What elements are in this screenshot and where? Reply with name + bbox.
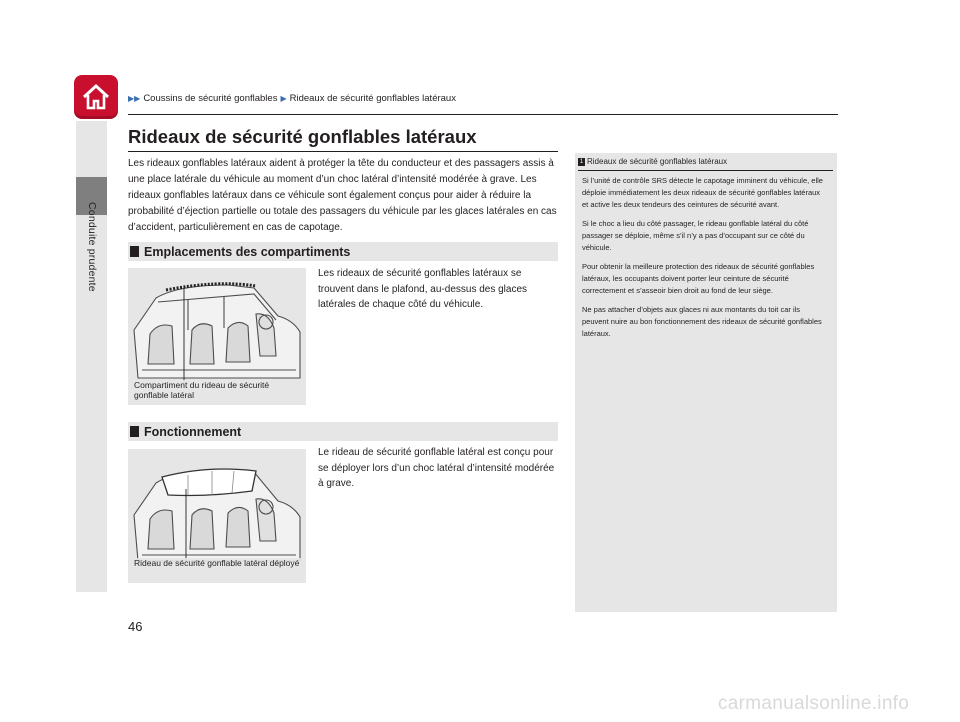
home-icon bbox=[81, 82, 111, 112]
breadcrumb-arrow-icon: ▶▶ bbox=[128, 94, 141, 103]
side-note-divider bbox=[578, 170, 833, 171]
figure-airbag-compartment bbox=[128, 268, 306, 405]
page-title: Rideaux de sécurité gonflables latéraux bbox=[128, 126, 477, 147]
note-number-badge: 1 bbox=[579, 158, 584, 165]
section-marker-icon bbox=[130, 426, 139, 437]
breadcrumb bbox=[128, 93, 456, 104]
side-note-body bbox=[582, 175, 828, 347]
sidebar-section-label: Conduite prudente bbox=[86, 202, 98, 292]
side-note-title-text: Rideaux de sécurité gonflables latéraux bbox=[587, 157, 728, 166]
header-divider bbox=[128, 114, 838, 115]
breadcrumb-arrow-icon: ▶ bbox=[280, 94, 287, 103]
side-note-paragraph: Pour obtenir la meilleure protection des rideaux de sécurité gonflables latéraux, les occupants doivent porter leur ceinture de sécurité correctement et s’asseoir bien droit au fond de leur siège. bbox=[582, 262, 815, 295]
section-heading-text: Emplacements des compartiments bbox=[144, 244, 351, 259]
section-heading-operation bbox=[128, 422, 558, 441]
sidebar-tab-strip bbox=[76, 121, 107, 592]
page-number: 46 bbox=[128, 619, 143, 634]
figure-label-compartment: Compartiment du rideau de sécurité gonflable latéral bbox=[132, 380, 306, 400]
side-note-paragraph: Si le choc a lieu du côté passager, le rideau gonflable latéral du côté passager se déploie, même s’il n’y a pas d’occupant sur ce côté du véhicule. bbox=[582, 219, 809, 252]
title-divider bbox=[128, 151, 558, 152]
breadcrumb-current: Rideaux de sécurité gonflables latéraux bbox=[289, 93, 456, 104]
section-marker-icon bbox=[130, 246, 139, 257]
watermark: carmanualsonline.info bbox=[718, 693, 910, 714]
home-button[interactable] bbox=[74, 75, 118, 119]
intro-paragraph: Les rideaux gonflables latéraux aident à protéger la tête du conducteur et des passagers assis à une place latérale du véhicule au moment d’un choc latéral d’intensité modérée à grave. Les rideaux gonflables latéraux dans ce véhicule sont également conçus pour aider à réduire la probabilité d’éjection partielle ou totale des passagers du véhicule par les glaces latérales en cas d’accident, particulièrement en cas de capotage. bbox=[128, 158, 557, 233]
figure-airbag-deployed bbox=[128, 449, 306, 583]
section-heading-text: Fonctionnement bbox=[144, 424, 242, 439]
section-text-operation: Le rideau de sécurité gonflable latéral est conçu pour se déployer lors d’un choc latéral d’intensité modérée à grave. bbox=[318, 447, 555, 489]
side-note-paragraph: Ne pas attacher d’objets aux glaces ni aux montants du toit car ils peuvent nuire au bon fonctionnement des rideaux de sécurité gonflables latéraux. bbox=[582, 305, 822, 338]
section-text-locations: Les rideaux de sécurité gonflables latéraux se trouvent dans le plafond, au-dessus des glaces latérales de chaque côté du véhicule. bbox=[318, 268, 528, 310]
figure-label-deployed: Rideau de sécurité gonflable latéral déployé bbox=[134, 558, 300, 568]
breadcrumb-link[interactable]: Coussins de sécurité gonflables bbox=[143, 93, 278, 104]
side-note-paragraph: Si l’unité de contrôle SRS détecte le capotage imminent du véhicule, elle déploie immédiatement les deux rideaux de sécurité gonflables latéraux et active les deux tendeurs des ceintures de sécurité avant. bbox=[582, 176, 823, 209]
section-heading-locations bbox=[128, 242, 558, 261]
side-note-title bbox=[578, 157, 727, 166]
